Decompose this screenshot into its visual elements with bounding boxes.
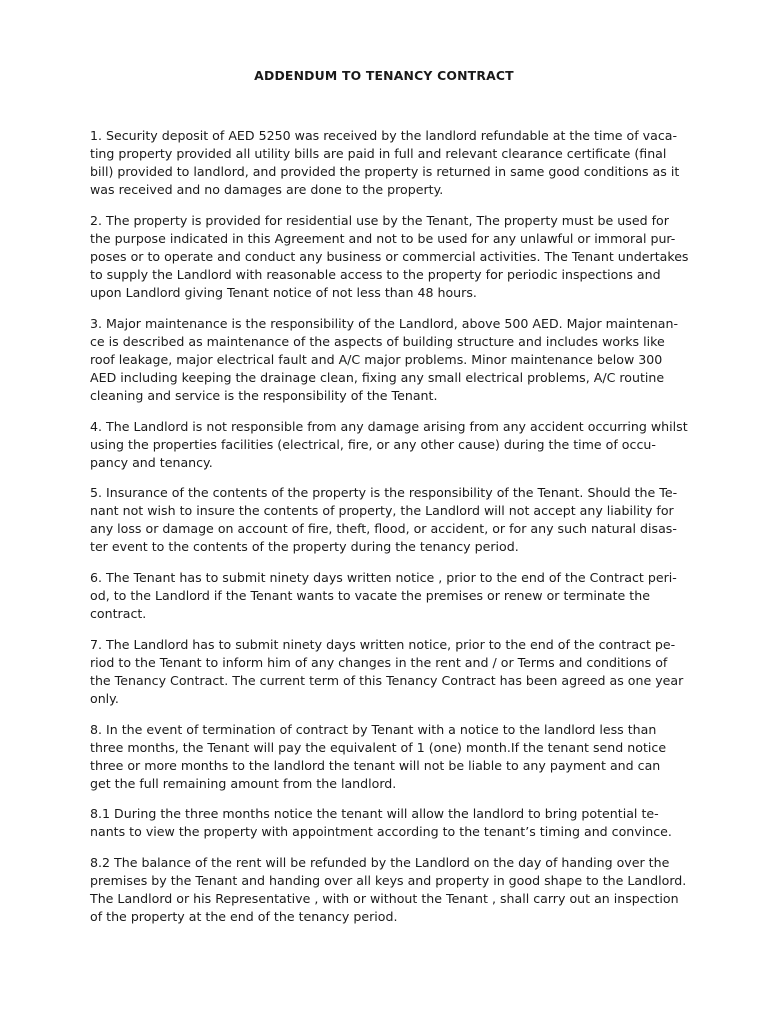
clause-line: 2. The property is provided for residential use by the Tenant, The property must be used for: [90, 213, 669, 228]
clause-8-2: [90, 854, 686, 926]
clause-line: was received and no damages are done to the property.: [90, 182, 444, 197]
clause-line: nant not wish to insure the contents of property, the Landlord will not accept any liability for: [90, 503, 674, 518]
clause-line: 4. The Landlord is not responsible from any damage arising from any accident occurring whilst: [90, 419, 688, 434]
clause-line: three months, the Tenant will pay the equivalent of 1 (one) month.If the tenant send notice: [90, 740, 667, 755]
clause-6: [90, 569, 677, 623]
clause-line: The Landlord or his Representative , with or without the Tenant , shall carry out an inspection: [90, 891, 679, 906]
clause-line: 8.2 The balance of the rent will be refunded by the Landlord on the day of handing over the: [90, 855, 670, 870]
clause-line: 5. Insurance of the contents of the property is the responsibility of the Tenant. Should the Te-: [90, 485, 678, 500]
clause-line: only.: [90, 691, 119, 706]
clause-line: of the property at the end of the tenancy period.: [90, 909, 398, 924]
clause-line: ter event to the contents of the property during the tenancy period.: [90, 539, 519, 554]
clause-7: [90, 636, 683, 708]
clause-line: the purpose indicated in this Agreement and not to be used for any unlawful or immoral pur-: [90, 231, 676, 246]
clause-line: ting property provided all utility bills are paid in full and relevant clearance certificate (final: [90, 146, 667, 161]
clause-3: [90, 315, 678, 405]
clause-line: cleaning and service is the responsibility of the Tenant.: [90, 388, 438, 403]
document-title: ADDENDUM TO TENANCY CONTRACT: [254, 68, 514, 83]
clause-line: poses or to operate and conduct any business or commercial activities. The Tenant undertakes: [90, 249, 689, 264]
clause-line: riod to the Tenant to inform him of any changes in the rent and / or Terms and conditions of: [90, 655, 668, 670]
clause-line: 8. In the event of termination of contract by Tenant with a notice to the landlord less than: [90, 722, 657, 737]
clause-4: [90, 418, 688, 472]
clause-line: the Tenancy Contract. The current term of this Tenancy Contract has been agreed as one year: [90, 673, 684, 688]
clause-8-1: [90, 805, 672, 841]
clause-line: upon Landlord giving Tenant notice of not less than 48 hours.: [90, 285, 477, 300]
clause-line: 6. The Tenant has to submit ninety days written notice , prior to the end of the Contract peri-: [90, 570, 677, 585]
clause-line: 7. The Landlord has to submit ninety days written notice, prior to the end of the contract pe-: [90, 637, 676, 652]
clause-line: premises by the Tenant and handing over all keys and property in good shape to the Landlord.: [90, 873, 687, 888]
clause-line: bill) provided to landlord, and provided the property is returned in same good conditions as it: [90, 164, 680, 179]
clause-line: using the properties facilities (electrical, fire, or any other cause) during the time of occu-: [90, 437, 656, 452]
clause-1: [90, 127, 679, 199]
clause-line: AED including keeping the drainage clean, fixing any small electrical problems, A/C routine: [90, 370, 665, 385]
clause-line: nants to view the property with appointment according to the tenant’s timing and convince.: [90, 824, 672, 839]
clause-line: 1. Security deposit of AED 5250 was received by the landlord refundable at the time of vaca-: [90, 128, 678, 143]
clause-line: pancy and tenancy.: [90, 455, 213, 470]
clause-8: [90, 721, 666, 793]
clause-line: to supply the Landlord with reasonable access to the property for periodic inspections and: [90, 267, 661, 282]
clause-line: roof leakage, major electrical fault and A/C major problems. Minor maintenance below 300: [90, 352, 663, 367]
clause-2: [90, 212, 689, 302]
clause-line: contract.: [90, 606, 147, 621]
clause-line: 8.1 During the three months notice the tenant will allow the landlord to bring potential te-: [90, 806, 659, 821]
clause-line: get the full remaining amount from the landlord.: [90, 776, 397, 791]
clause-line: 3. Major maintenance is the responsibility of the Landlord, above 500 AED. Major maintenan-: [90, 316, 679, 331]
clause-5: [90, 484, 677, 556]
clause-line: any loss or damage on account of fire, theft, flood, or accident, or for any such natural disas-: [90, 521, 677, 536]
clause-line: ce is described as maintenance of the aspects of building structure and includes works like: [90, 334, 665, 349]
clause-line: three or more months to the landlord the tenant will not be liable to any payment and can: [90, 758, 661, 773]
clause-line: od, to the Landlord if the Tenant wants to vacate the premises or renew or terminate the: [90, 588, 650, 603]
